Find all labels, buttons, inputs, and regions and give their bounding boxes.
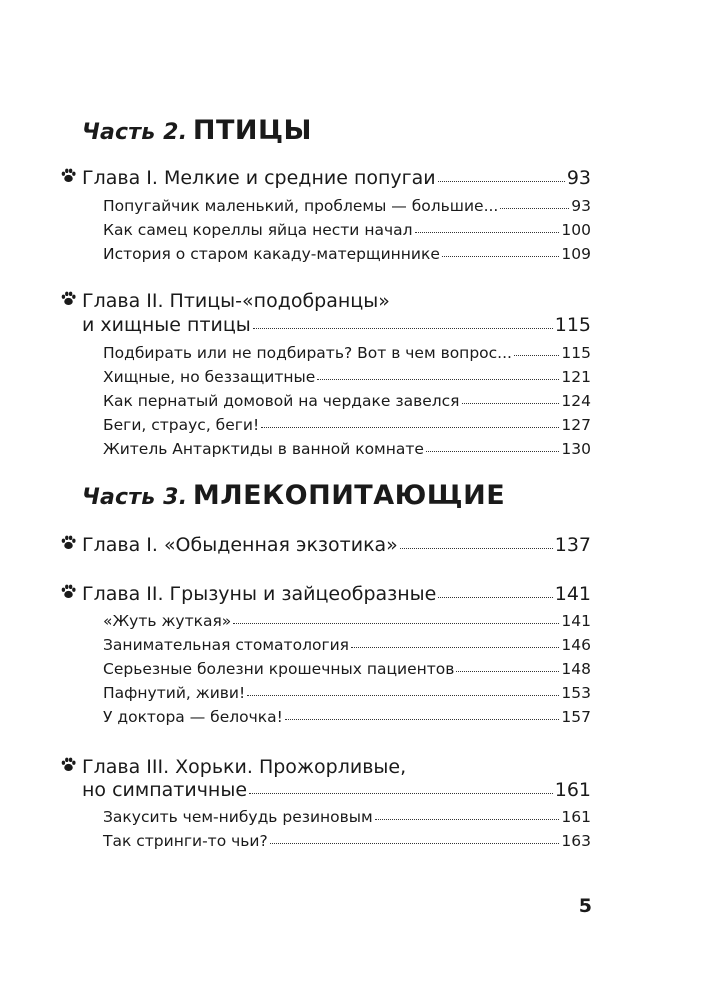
dot-leader <box>317 378 559 380</box>
toc-entry-row[interactable] <box>103 341 591 365</box>
entry-title: Попугайчик маленький, проблемы — большие... <box>103 197 499 215</box>
part-lead: Часть 3. <box>82 485 188 510</box>
dot-leader <box>247 694 559 696</box>
paw-icon <box>60 583 77 600</box>
entry-title: Так стринги-то чьи? <box>103 832 268 850</box>
toc-entry-row[interactable] <box>103 829 591 853</box>
entry-title: «Жуть жуткая» <box>103 612 232 630</box>
dot-leader <box>249 792 553 794</box>
toc-entry-row[interactable] <box>103 633 591 657</box>
dot-leader <box>285 718 560 720</box>
chapter-title: и хищные птицы <box>82 314 251 336</box>
toc-entry-row[interactable] <box>103 242 591 266</box>
entry-page: 115 <box>561 344 591 362</box>
toc-entry-row[interactable] <box>103 705 591 729</box>
entry-page: 127 <box>561 416 591 434</box>
paw-icon <box>60 290 77 307</box>
dot-leader <box>426 450 559 452</box>
entry-page: 93 <box>571 197 591 215</box>
entry-page: 124 <box>561 392 591 410</box>
chapter-title-line1[interactable]: Глава III. Хорьки. Прожорливые, <box>82 756 407 778</box>
toc-entry-row[interactable] <box>103 609 591 633</box>
chapter-title: Глава II. Грызуны и зайцеобразные <box>82 583 437 605</box>
paw-icon <box>60 167 77 184</box>
toc-entry-row[interactable] <box>103 218 591 242</box>
chapter-title: Глава I. Мелкие и средние попугаи <box>82 167 436 189</box>
part-title <box>82 479 602 513</box>
entry-page: 121 <box>561 368 591 386</box>
dot-leader <box>253 327 553 329</box>
entry-title: Хищные, но беззащитные <box>103 368 316 386</box>
page-number: 5 <box>578 895 592 917</box>
paw-icon <box>60 756 77 773</box>
dot-leader <box>351 646 559 648</box>
dot-leader <box>233 622 559 624</box>
entry-page: 141 <box>561 612 591 630</box>
entry-title: Серьезные болезни крошечных пациентов <box>103 660 455 678</box>
dot-leader <box>261 426 559 428</box>
chapter-page: 137 <box>554 534 591 556</box>
dot-leader <box>514 354 559 356</box>
entry-title: Как самец кореллы яйца нести начал <box>103 221 413 239</box>
toc-entry-row[interactable] <box>103 413 591 437</box>
part-name: ПТИЦЫ <box>192 115 312 146</box>
dot-leader <box>438 180 565 182</box>
entry-page: 130 <box>561 440 591 458</box>
toc-chapter-row[interactable] <box>82 777 591 803</box>
part-title <box>82 114 602 148</box>
chapter-title-line1[interactable]: Глава II. Птицы-«подобранцы» <box>82 290 390 312</box>
dot-leader <box>442 255 560 257</box>
entry-page: 161 <box>561 808 591 826</box>
dot-leader <box>438 596 552 598</box>
entry-title: Как пернатый домовой на чердаке завелся <box>103 392 460 410</box>
chapter-page: 93 <box>566 167 591 189</box>
entry-title: Закусить чем-нибудь резиновым <box>103 808 373 826</box>
entry-title: История о старом какаду-матерщиннике <box>103 245 440 263</box>
paw-icon <box>60 534 77 551</box>
entry-title: Пафнутий, живи! <box>103 684 246 702</box>
entry-page: 146 <box>561 636 591 654</box>
toc-chapter-row[interactable] <box>82 312 591 338</box>
entry-page: 148 <box>561 660 591 678</box>
chapter-page: 141 <box>554 583 591 605</box>
entry-title: Занимательная стоматология <box>103 636 349 654</box>
toc-entry-row[interactable] <box>103 365 591 389</box>
entry-page: 100 <box>561 221 591 239</box>
toc-entry-row[interactable] <box>103 657 591 681</box>
entry-page: 163 <box>561 832 591 850</box>
entry-title: Подбирать или не подбирать? Вот в чем вопрос... <box>103 344 512 362</box>
entry-title: Житель Антарктиды в ванной комнате <box>103 440 424 458</box>
toc-chapter-row[interactable] <box>82 532 591 558</box>
dot-leader <box>375 818 560 820</box>
dot-leader <box>270 842 560 844</box>
dot-leader <box>400 547 553 549</box>
toc-chapter-row[interactable] <box>82 581 591 607</box>
chapter-title: Глава I. «Обыденная экзотика» <box>82 534 398 556</box>
toc-entry-row[interactable] <box>103 194 591 218</box>
entry-page: 153 <box>561 684 591 702</box>
part-lead: Часть 2. <box>82 120 188 145</box>
toc-entry-row[interactable] <box>103 805 591 829</box>
entry-title: У доктора — белочка! <box>103 708 283 726</box>
chapter-page: 161 <box>554 779 591 801</box>
dot-leader <box>415 231 560 233</box>
entry-page: 157 <box>561 708 591 726</box>
dot-leader <box>462 402 560 404</box>
entry-page: 109 <box>561 245 591 263</box>
part-name: МЛЕКОПИТАЮЩИЕ <box>192 480 506 511</box>
toc-entry-row[interactable] <box>103 389 591 413</box>
dot-leader <box>456 670 559 672</box>
entry-title: Беги, страус, беги! <box>103 416 260 434</box>
chapter-title: но симпатичные <box>82 779 248 801</box>
toc-entry-row[interactable] <box>103 681 591 705</box>
toc-entry-row[interactable] <box>103 437 591 461</box>
dot-leader <box>500 207 569 209</box>
toc-chapter-row[interactable] <box>82 165 591 191</box>
chapter-page: 115 <box>554 314 591 336</box>
